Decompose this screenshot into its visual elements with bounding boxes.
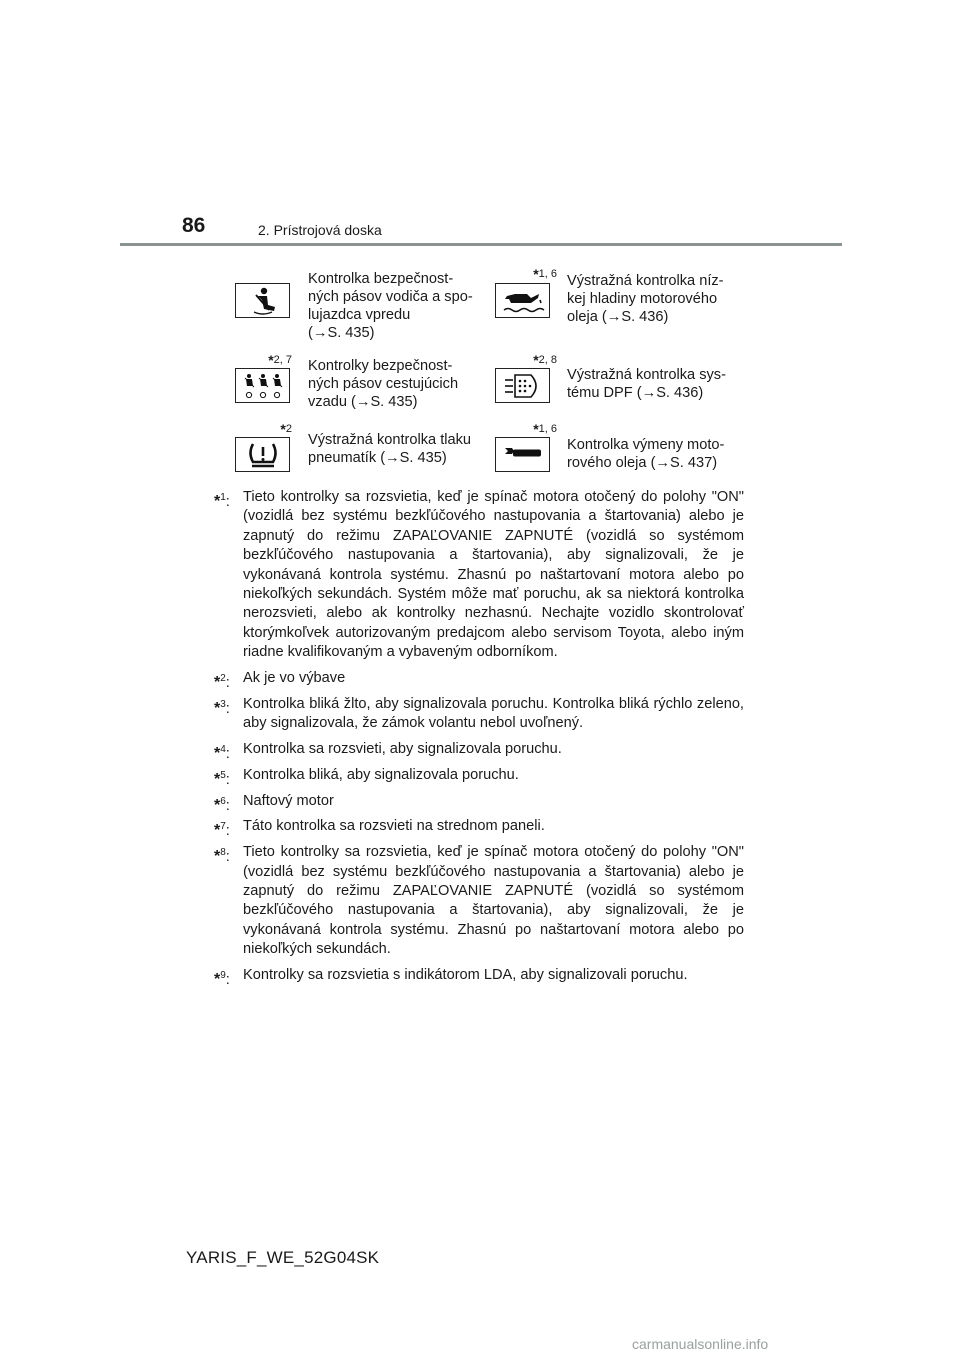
indicator-footnote-ref: *2 (280, 421, 292, 437)
indicator-description: Kontrolky bezpečnost- ných pásov cestujúcich vzadu (→S. 435) (308, 358, 459, 410)
footnotes (214, 488, 744, 992)
section-title: 2. Prístrojová doska (258, 222, 382, 238)
footnote: *$^5$: Kontrolka bliká, aby signalizovala poruchu. (214, 766, 519, 788)
indicator-description: Výstražná kontrolka níz- kej hladiny motorového oleja (→S. 436) (567, 273, 724, 325)
header-rule (120, 243, 842, 246)
indicator-footnote-ref: *1, 6 (533, 421, 557, 437)
indicator-description: Výstražná kontrolka sys- tému DPF (→S. 436) (567, 367, 726, 401)
footnote: *$^9$: Kontrolky sa rozsvietia s indikátorom LDA, aby signalizovali poruchu. (214, 967, 688, 989)
footnote: *$^8$: Tieto kontrolky sa rozsvietia, keď je spínač motora otočený do polohy "ON" (vozidlá bez systému bezkľúčového nastupovania a štartovania) alebo je zapnutý do režimu ZAPAĽOVANIE ZAPNUTÉ (vozidlá so systémom bezkľúčového nastupovania a štartovania), aby signalizovali, že je vykonávaná kontrola systému. Zhasnú po naštartovaní motora alebo po niekoľkých sekundách. (214, 844, 744, 958)
footnote: *$^1$: Tieto kontrolky sa rozsvietia, keď je spínač motora otočený do polohy "ON" (vozidlá bez systému bezkľúčového nastupovania a štartovania) alebo je zapnutý do režimu ZAPAĽOVANIE ZAPNUTÉ (vozidlá so systémom bezkľúčového nastupovania a štartovania), aby signalizovali, že je vykonávaná kontrola systému. Zhasnú po naštartovaní motora alebo po niekoľkých sekundách. Systém môže mať poruchu, ak sa niektorá kontrolka nerozsvieti, alebo ak kontrolky nezhasnú. Nechajte vozidlo skontrolovať ktorýmkoľvek autorizovaným predajcom alebo servisom Toyota, alebo iným riadne kvalifikovaným a vybaveným odborníkom. (214, 489, 744, 661)
indicator-footnote-ref: *2, 8 (533, 352, 557, 368)
footnote: *$^7$: Táto kontrolka sa rozsvieti na strednom paneli. (214, 818, 545, 840)
indicator-footnote-ref: *2, 7 (268, 352, 292, 368)
indicator-description: Výstražná kontrolka tlaku pneumatík (→S. 435) (308, 432, 472, 466)
footnote: *$^4$: Kontrolka sa rozsvieti, aby signalizovala poruchu. (214, 741, 562, 763)
seatbelt-warning-icon (235, 283, 290, 318)
footnote: *$^2$: Ak je vo výbave (214, 670, 346, 692)
page-number: 86 (182, 214, 206, 237)
dpf-filter-icon (495, 368, 550, 403)
indicator-description: Kontrolka bezpečnost- ných pásov vodiča a spo- lujazdca vpredu (→S. 435) (308, 271, 473, 341)
indicator-description: Kontrolka výmeny moto- rového oleja (→S. 437) (567, 437, 725, 471)
footnote: *$^6$: Naftový motor (214, 792, 334, 814)
low-oil-level-icon (495, 283, 550, 318)
rear-seatbelt-icon (235, 368, 290, 403)
tire-pressure-icon (235, 437, 290, 472)
footnote: *$^3$: Kontrolka bliká žlto, aby signalizovala poruchu. Kontrolka bliká rýchlo zeleno, aby signalizovala, že zámok volantu nebol uvoľnený. (214, 695, 744, 732)
indicator-footnote-ref: *1, 6 (533, 266, 557, 282)
wrench-icon (495, 437, 550, 472)
watermark[interactable]: carmanualsonline.info (632, 1336, 769, 1352)
document-code: YARIS_F_WE_52G04SK (186, 1248, 380, 1267)
